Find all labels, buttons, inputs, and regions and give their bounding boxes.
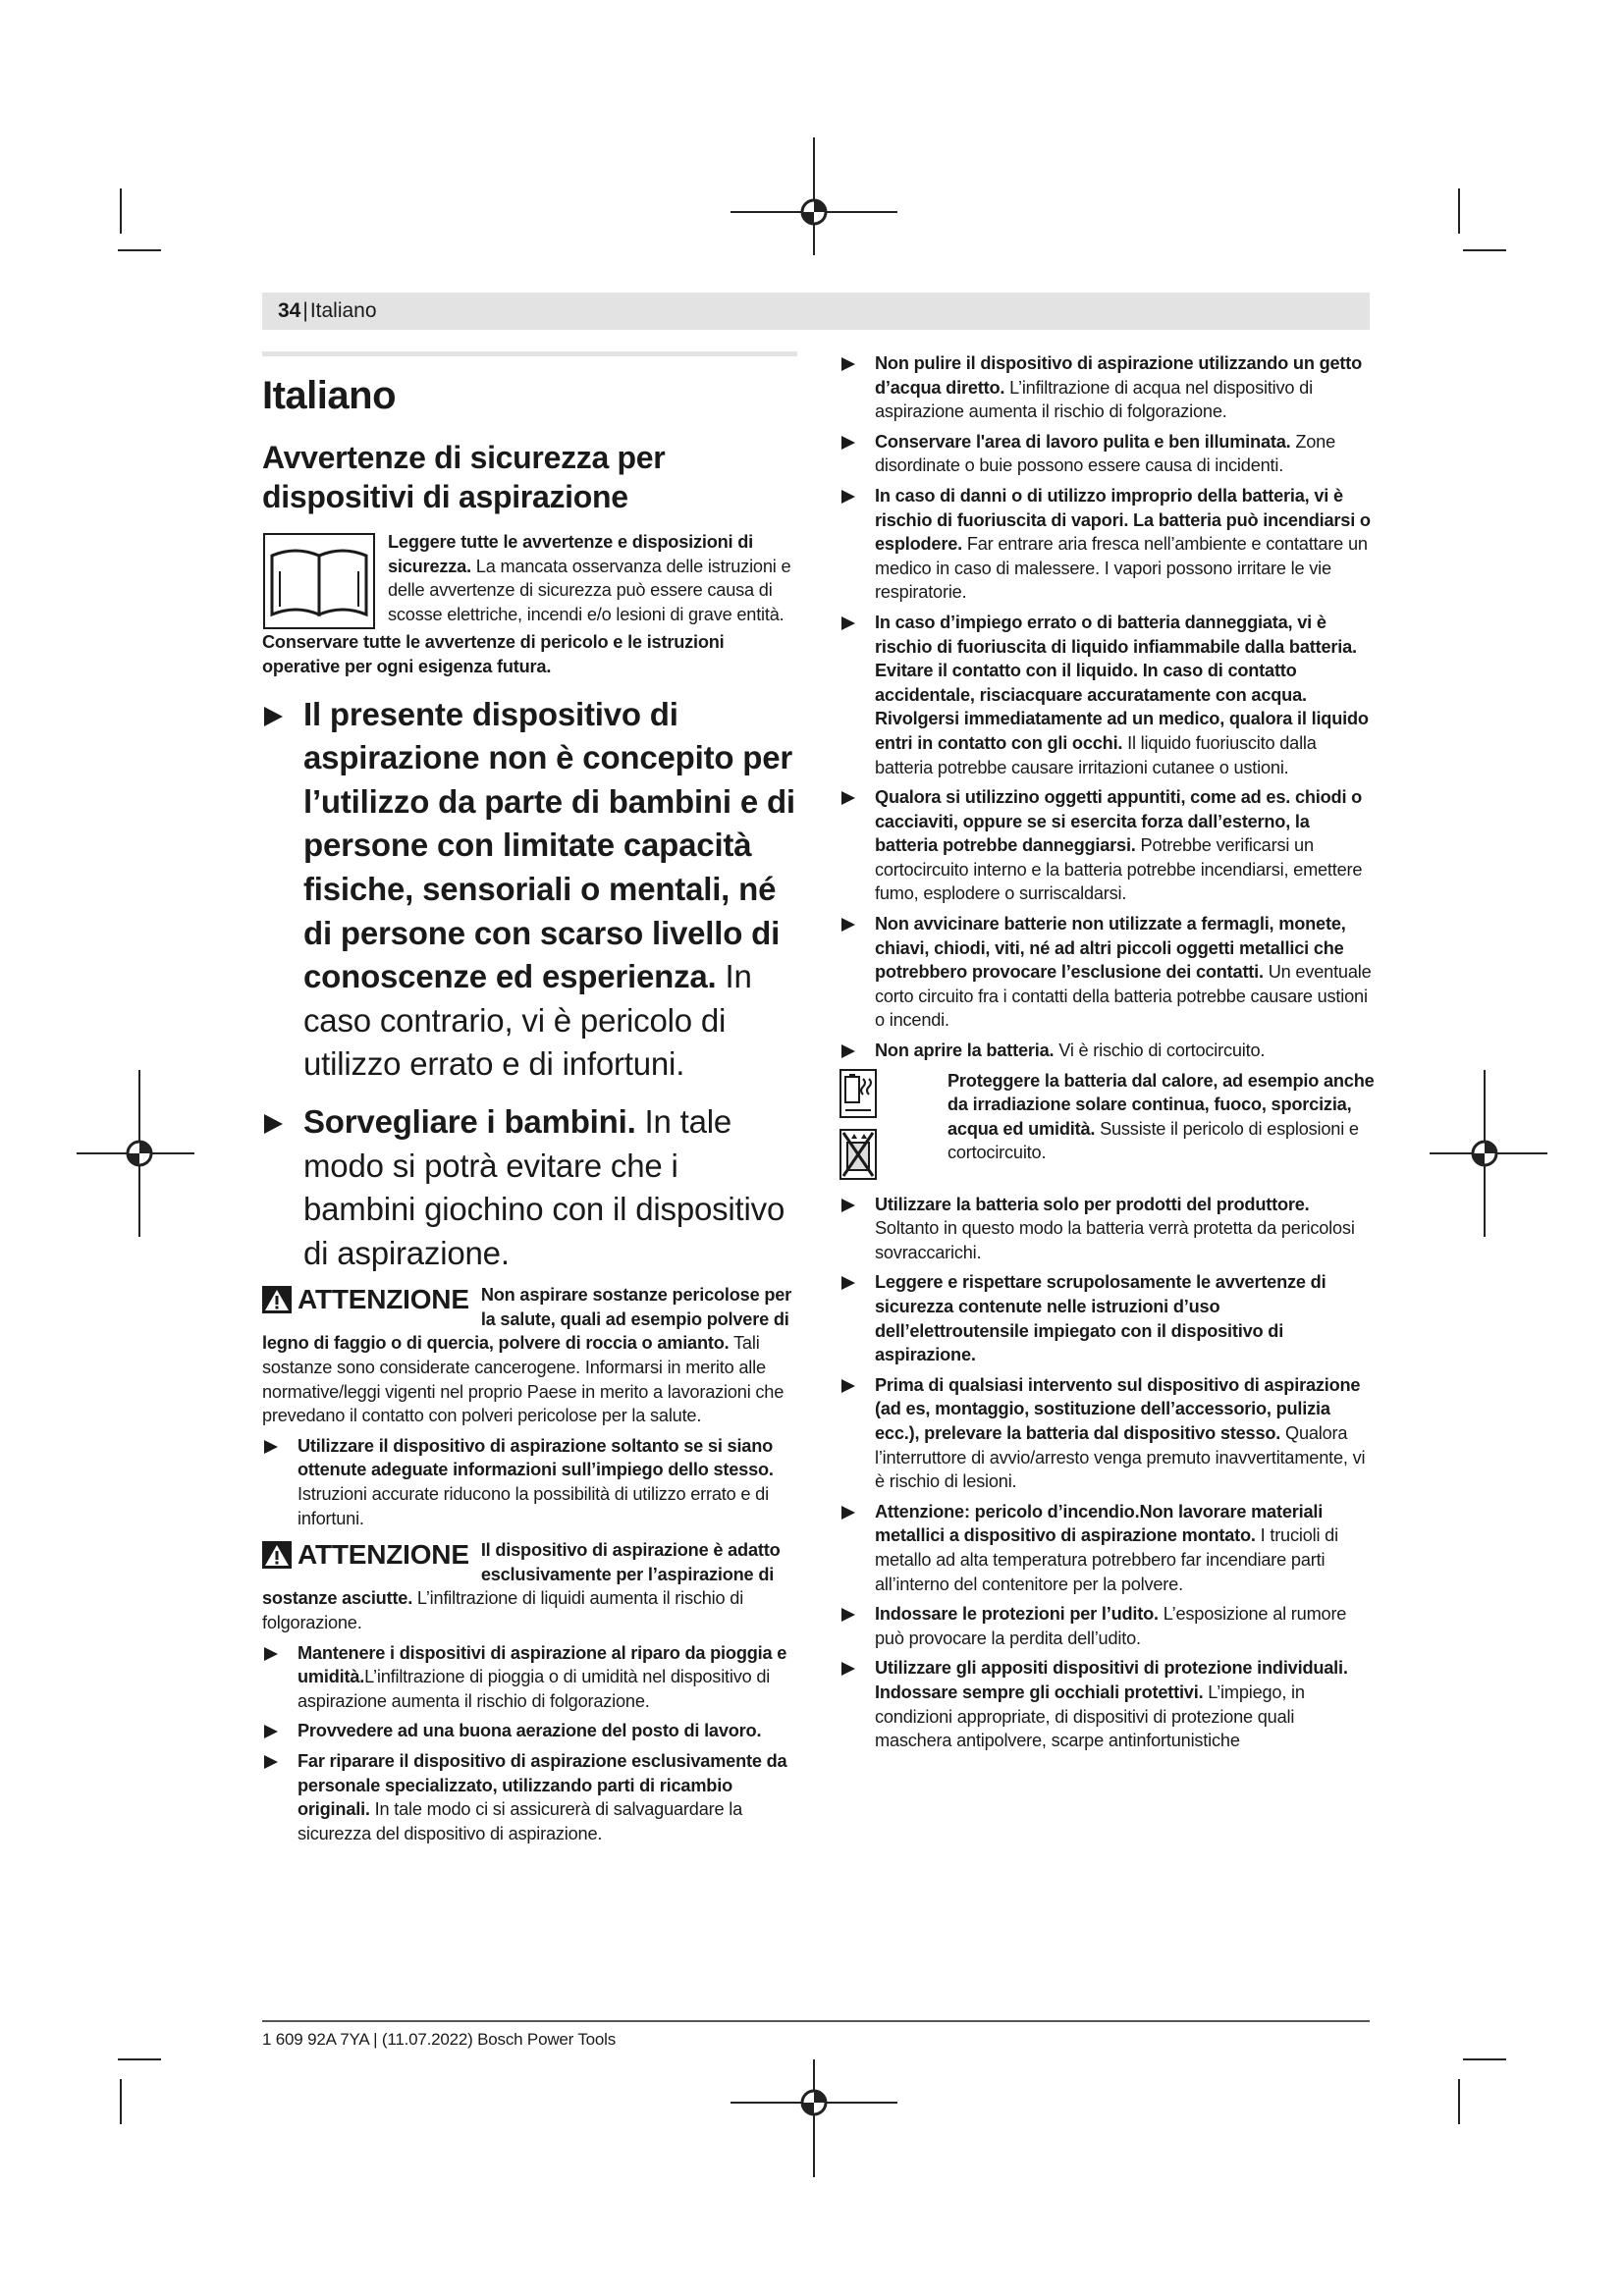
item-bold: Attenzione: pericolo d’incendio.Non lavorare materiali metallici a dispositivo di aspirazione montato. xyxy=(875,1501,1324,1546)
list-item xyxy=(839,785,1375,906)
list-item xyxy=(839,1270,1375,1366)
list-item xyxy=(839,1500,1375,1596)
page-header xyxy=(262,293,1370,330)
registration-mark-icon xyxy=(1430,1070,1547,1237)
registration-mark-icon xyxy=(731,137,897,255)
crop-mark xyxy=(1463,249,1506,251)
list-item xyxy=(839,1373,1375,1494)
warning-text: Tali sostanze sono considerate cancerogene. Informarsi in merito alle normative/leggi vigenti nel proprio Paese in merito a lavorazioni che prevedano il contatto con polveri pericolose per la salute. xyxy=(262,1333,785,1426)
battery-protection-text xyxy=(947,1069,1375,1165)
list-item xyxy=(262,1100,797,1275)
registration-mark-icon xyxy=(77,1070,194,1237)
list-item xyxy=(839,351,1375,424)
battery-heat-icon xyxy=(839,1069,877,1118)
bullet-triangle-icon xyxy=(841,1506,855,1520)
item-text: Vi è rischio di cortocircuito. xyxy=(1054,1041,1266,1061)
battery-water-icon xyxy=(839,1129,877,1180)
read-manual-icon xyxy=(262,532,376,630)
bullet-triangle-icon xyxy=(841,791,855,805)
header-language: Italiano xyxy=(309,299,377,322)
item-text: L’infiltrazione di pioggia o di umidità nel dispositivo di aspirazione aumenta il rischio di folgorazione. xyxy=(298,1667,771,1711)
item-text: Istruzioni accurate riducono la possibilità di utilizzo errato e di infortuni. xyxy=(298,1484,769,1528)
item-bold: Non avvicinare batterie non utilizzate a fermagli, monete, chiavi, chiodi, viti, né ad altri piccoli oggetti metallici che potrebbero provocare l’esclusione dei contatti. xyxy=(875,914,1346,983)
intro-text: La mancata osservanza delle istruzioni e delle avvertenze di sicurezza può essere causa di scosse elettriche, incendi e/o lesioni di grave entità. xyxy=(388,556,791,624)
crop-mark xyxy=(120,188,122,234)
list-item xyxy=(262,693,797,1087)
item-bold: Prima di qualsiasi intervento sul dispositivo di aspirazione (ad es, montaggio, sostituzione dell’accessorio, pulizia ecc.), prelevare la batteria dal dispositivo stesso. xyxy=(875,1374,1361,1443)
section-rule xyxy=(262,351,797,356)
list-item xyxy=(839,430,1375,478)
item-bold: Qualora si utilizzino oggetti appuntiti, come ad es. chiodi o cacciaviti, oppure se si esercita forza dall’esterno, la batteria potrebbe danneggiarsi. xyxy=(875,787,1363,856)
item-text: L’impiego, in condizioni appropriate, di dispositivi di protezione quali maschera antipolvere, scarpe antinfortunistiche xyxy=(875,1682,1305,1751)
crop-mark xyxy=(1458,2079,1460,2124)
subtitle-line-1: Avvertenze di sicurezza per xyxy=(262,440,666,475)
warning-block xyxy=(262,1538,797,1634)
item-bold: In caso di danni o di utilizzo improprio della batteria, vi è rischio di fuoriuscita di vapori. La batteria può incendiarsi o esplodere. xyxy=(875,485,1371,555)
list-item xyxy=(839,1602,1375,1650)
warning-triangle-icon xyxy=(262,1286,292,1313)
warning-block xyxy=(262,1283,797,1428)
keep-instructions-text: Conservare tutte le avvertenze di pericolo e le istruzioni operative per ogni esigenza futura. xyxy=(262,632,725,676)
item-bold: Non aprire la batteria. xyxy=(875,1041,1055,1061)
warning-text: L’infiltrazione di liquidi aumenta il rischio di folgorazione. xyxy=(262,1588,744,1632)
attention-label xyxy=(262,1540,469,1570)
bullet-triangle-icon xyxy=(841,357,855,371)
bullet-triangle-icon xyxy=(264,1755,278,1769)
bullet-triangle-icon xyxy=(841,1199,855,1212)
list-item xyxy=(839,611,1375,779)
item-text: L’esposizione al rumore può provocare la perdita dell’udito. xyxy=(875,1604,1347,1648)
item-bold: Proteggere la batteria dal calore, ad esempio anche da irradiazione solare continua, fuoco, sporcizia, acqua ed umidità. xyxy=(947,1070,1375,1139)
footer-rule xyxy=(262,2020,1370,2022)
bullet-triangle-icon xyxy=(841,1608,855,1622)
list-item xyxy=(262,1719,797,1743)
attention-text: ATTENZIONE xyxy=(298,1539,469,1571)
list-item xyxy=(262,1749,797,1845)
list-item xyxy=(839,1193,1375,1265)
item-text: Zone disordinate o buie possono essere causa di incidenti. xyxy=(875,431,1336,476)
item-bold: Leggere e rispettare scrupolosamente le avvertenze di sicurezza contenute nelle istruzioni d’uso dell’elettroutensile impiegato con il dispositivo di aspirazione. xyxy=(875,1272,1326,1365)
bullet-triangle-icon xyxy=(841,918,855,932)
item-bold: Utilizzare il dispositivo di aspirazione soltanto se si siano ottenute adeguate informazioni sull’impiego dello stesso. xyxy=(298,1435,774,1480)
bullet-triangle-icon xyxy=(841,1276,855,1290)
item-text: I trucioli di metallo ad alta temperatura potrebbero far incendiare parti all’interno del contenitore per la polvere. xyxy=(875,1525,1338,1594)
bullet-triangle-icon xyxy=(264,707,283,726)
item-text: In tale modo si potrà evitare che i bambini giochino con il dispositivo di aspirazione. xyxy=(303,1102,785,1271)
item-bold: Sorvegliare i bambini. xyxy=(303,1102,636,1140)
bullet-triangle-icon xyxy=(841,490,855,504)
item-bold: Non pulire il dispositivo di aspirazione utilizzando un getto d’acqua diretto. xyxy=(875,353,1363,398)
bullet-triangle-icon xyxy=(264,1440,278,1454)
item-text: In caso contrario, vi è pericolo di utilizzo errato e di infortuni. xyxy=(303,958,752,1083)
bullet-triangle-icon xyxy=(841,616,855,630)
warning-triangle-icon xyxy=(262,1541,292,1569)
item-text: Potrebbe verificarsi un cortocircuito interno e la batteria potrebbe incendiarsi, emettere fumo, esplodere o surriscaldarsi. xyxy=(875,835,1363,904)
crop-mark xyxy=(1463,2058,1506,2060)
list-item xyxy=(839,1656,1375,1752)
item-text: Far entrare aria fresca nell’ambiente e contattare un medico in caso di malessere. I vapori possono irritare le vie respiratorie. xyxy=(875,534,1368,603)
list-item xyxy=(262,1641,797,1714)
item-bold: Far riparare il dispositivo di aspirazione esclusivamente da personale specializzato, utilizzando parti di ricambio originali. xyxy=(298,1750,787,1820)
crop-mark xyxy=(120,2079,122,2124)
item-bold: Provvedere ad una buona aerazione del posto di lavoro. xyxy=(298,1721,762,1741)
bullet-triangle-icon xyxy=(264,1725,278,1738)
item-bold: In caso d’impiego errato o di batteria danneggiata, vi è rischio di fuoriuscita di liquido infiammabile dalla batteria. Evitare il contatto con il liquido. In caso di contatto accidentale, risciacquare accuratamente con acqua. Rivolgersi immediatamente ad un medico, qualora il liquido entri in contatto con gli occhi. xyxy=(875,612,1369,753)
item-bold: Utilizzare la batteria solo per prodotti del produttore. xyxy=(875,1194,1310,1214)
registration-mark-icon xyxy=(731,2059,897,2177)
list-item xyxy=(262,1434,797,1530)
header-separator: | xyxy=(302,299,308,322)
bullet-triangle-icon xyxy=(841,1379,855,1393)
intro-bold: Leggere tutte le avvertenze e disposizioni di sicurezza. xyxy=(388,532,754,576)
bullet-triangle-icon xyxy=(841,1044,855,1058)
battery-protection-block xyxy=(839,1069,1375,1187)
item-text: L’infiltrazione di acqua nel dispositivo di aspirazione aumenta il rischio di folgorazione. xyxy=(875,377,1313,422)
crop-mark xyxy=(1458,188,1460,234)
list-item xyxy=(839,912,1375,1033)
right-column xyxy=(839,351,1375,1753)
attention-label xyxy=(262,1285,469,1314)
list-item xyxy=(839,1039,1375,1063)
warning-bold: Il dispositivo di aspirazione è adatto esclusivamente per l’aspirazione di sostanze asciutte. xyxy=(262,1540,781,1609)
intro-paragraph xyxy=(262,530,797,626)
item-bold: Utilizzare gli appositi dispositivi di protezione individuali. Indossare sempre gli occhiali protettivi. xyxy=(875,1658,1348,1702)
bullet-triangle-icon xyxy=(841,436,855,450)
item-bold: Conservare l'area di lavoro pulita e ben illuminata. xyxy=(875,431,1291,452)
bullet-triangle-icon xyxy=(264,1114,283,1134)
crop-mark xyxy=(118,2058,161,2060)
attention-text: ATTENZIONE xyxy=(298,1284,469,1315)
item-text: Soltanto in questo modo la batteria verrà protetta da pericolosi sovraccarichi. xyxy=(875,1218,1355,1262)
subtitle-line-2: dispositivi di aspirazione xyxy=(262,479,628,514)
warning-bold: Non aspirare sostanze pericolose per la salute, quali ad esempio polvere di legno di faggio o di quercia, polvere di roccia o amianto. xyxy=(262,1285,792,1354)
item-text: Il liquido fuoriuscito dalla batteria potrebbe causare irritazioni cutanee o ustioni. xyxy=(875,732,1317,777)
item-bold: Mantenere i dispositivi di aspirazione al riparo da pioggia e umidità. xyxy=(298,1642,787,1687)
battery-icons xyxy=(839,1069,877,1185)
item-text: Qualora l’interruttore di avvio/arresto venga premuto inavvertitamente, vi è rischio di lesioni. xyxy=(875,1422,1366,1492)
item-text: In tale modo ci si assicurerà di salvaguardare la sicurezza del dispositivo di aspirazione. xyxy=(298,1799,742,1843)
item-text: Sussiste il pericolo di esplosioni e cortocircuito. xyxy=(947,1118,1359,1163)
keep-instructions xyxy=(262,630,797,678)
crop-mark xyxy=(118,249,161,251)
page-footer: 1 609 92A 7YA | (11.07.2022) Bosch Power Tools xyxy=(262,2030,617,2049)
item-bold: Indossare le protezioni per l’udito. xyxy=(875,1604,1159,1625)
left-column xyxy=(262,351,797,1845)
page-number: 34 xyxy=(278,299,301,322)
section-subtitle xyxy=(262,438,797,516)
list-item xyxy=(839,484,1375,605)
bullet-triangle-icon xyxy=(264,1647,278,1661)
bullet-triangle-icon xyxy=(841,1662,855,1676)
item-bold: Il presente dispositivo di aspirazione non è concepito per l’utilizzo da parte di bambini e di persone con limitate capacità fisiche, sensoriali o mentali, né di persone con scarso livello di conoscenze ed esperienza. xyxy=(303,695,795,995)
item-text: Un eventuale corto circuito fra i contatti della batteria potrebbe causare ustioni o incendi. xyxy=(875,962,1372,1031)
section-title: Italiano xyxy=(262,374,397,417)
